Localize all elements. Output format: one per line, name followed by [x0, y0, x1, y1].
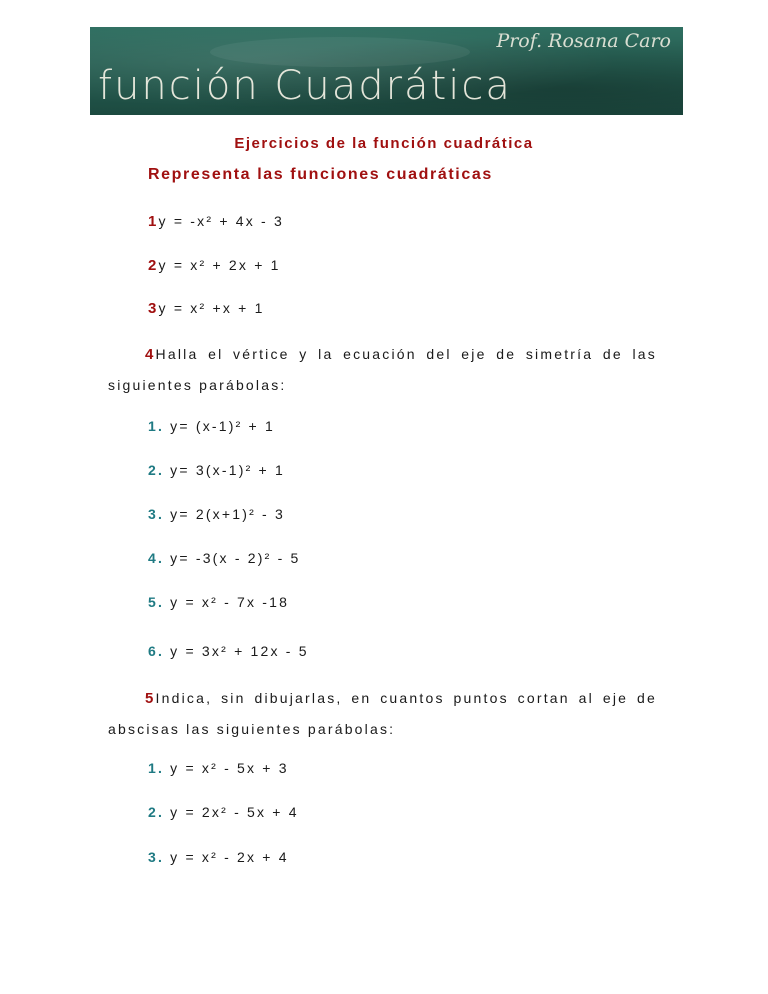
item-equation: y = 3x² + 12x - 5: [170, 643, 309, 659]
item-number: 6.: [148, 643, 165, 659]
item-number: 5.: [148, 594, 165, 610]
list-item: [148, 418, 275, 434]
item-equation: y= 2(x+1)² - 3: [170, 506, 285, 522]
item-number: 2.: [148, 462, 165, 478]
exercise-instruction: Halla el vértice y la ecuación del eje de simetría de las siguientes parábolas:: [108, 346, 657, 393]
chalkboard-banner: [90, 27, 683, 115]
item-equation: y = x² - 2x + 4: [170, 849, 289, 865]
document-heading: Ejercicios de la función cuadrática: [234, 135, 534, 152]
document-subheading: Representa las funciones cuadráticas: [148, 166, 493, 183]
list-item: [148, 849, 289, 865]
list-item: [148, 506, 285, 522]
list-item: [148, 804, 299, 820]
list-item: [148, 760, 289, 776]
exercise-number: 2: [148, 257, 159, 274]
exercise-4-paragraph: [108, 339, 657, 400]
exercise-equation: y = -x² + 4x - 3: [158, 213, 284, 229]
item-number: 3.: [148, 849, 165, 865]
item-equation: y = 2x² - 5x + 4: [170, 804, 299, 820]
list-item: [148, 462, 285, 478]
exercise-number: 4: [145, 346, 156, 363]
exercise-2: [148, 257, 281, 274]
list-item: [148, 594, 289, 610]
banner-author: Prof. Rosana Caro: [496, 30, 671, 52]
item-number: 3.: [148, 506, 165, 522]
exercise-number: 5: [145, 690, 156, 707]
exercise-5-paragraph: [108, 683, 657, 744]
exercise-1: [148, 213, 284, 230]
exercise-number: 3: [148, 300, 159, 317]
item-equation: y = x² - 7x -18: [170, 594, 290, 610]
item-equation: y = x² - 5x + 3: [170, 760, 289, 776]
item-equation: y= (x-1)² + 1: [170, 418, 276, 434]
item-number: 2.: [148, 804, 165, 820]
item-number: 1.: [148, 418, 165, 434]
exercise-instruction: Indica, sin dibujarlas, en cuantos puntos cortan al eje de abscisas las siguientes parábolas:: [108, 690, 657, 737]
item-number: 4.: [148, 550, 165, 566]
item-number: 1.: [148, 760, 165, 776]
exercise-3: [148, 300, 265, 317]
exercise-equation: y = x² +x + 1: [158, 300, 265, 316]
exercise-number: 1: [148, 213, 159, 230]
list-item: [148, 550, 301, 566]
exercise-equation: y = x² + 2x + 1: [158, 257, 281, 273]
list-item: [148, 643, 309, 659]
banner-title: función Cuadrática: [98, 63, 512, 109]
item-equation: y= -3(x - 2)² - 5: [170, 550, 301, 566]
item-equation: y= 3(x-1)² + 1: [170, 462, 285, 478]
